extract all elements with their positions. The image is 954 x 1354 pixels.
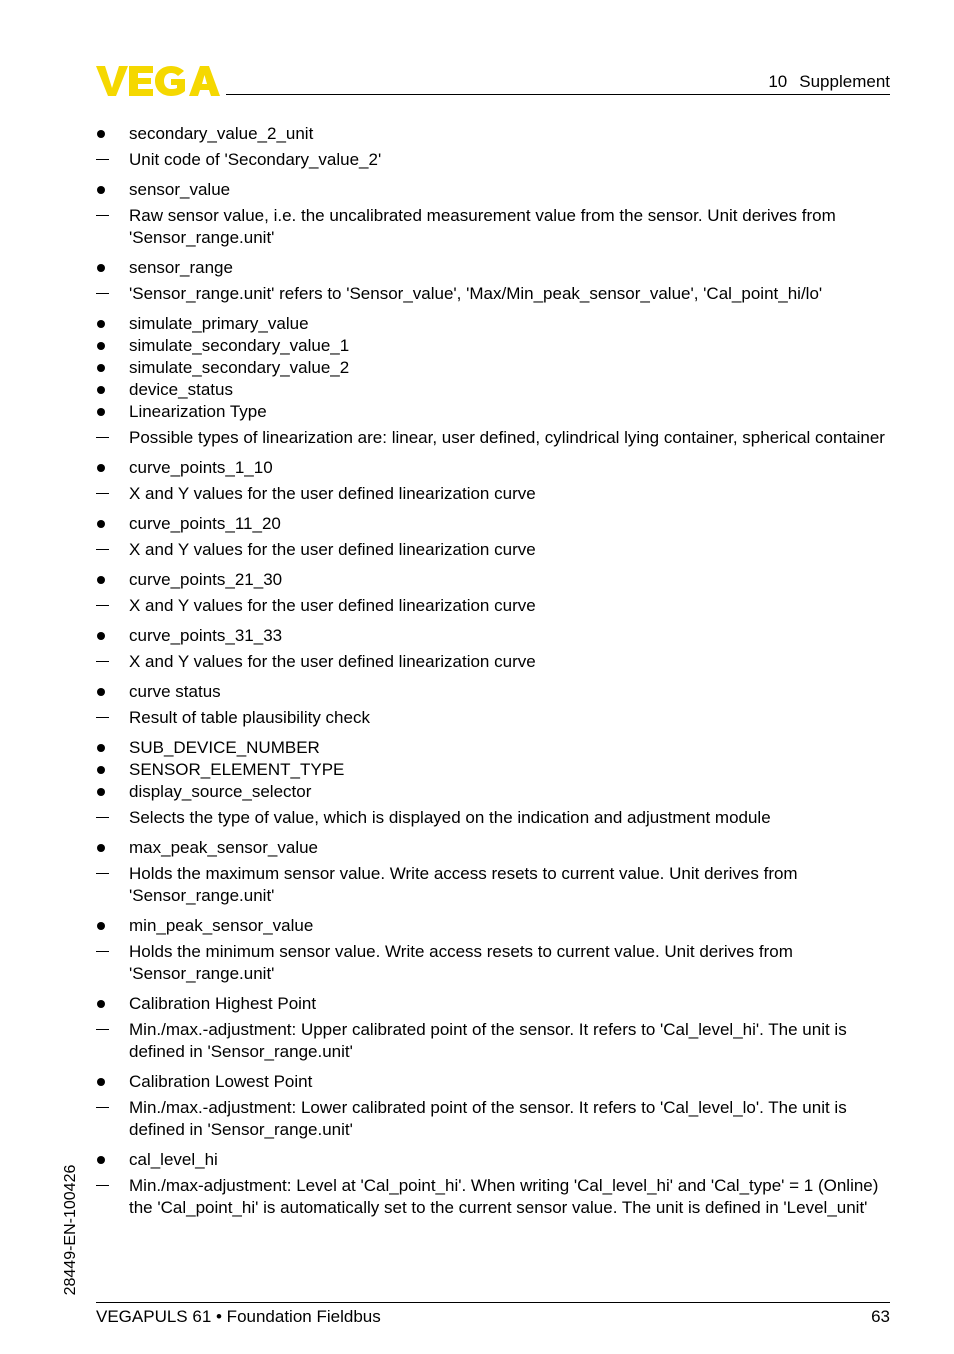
parameter-description <box>96 707 890 729</box>
bullet-icon <box>96 257 129 279</box>
list-item <box>96 681 890 703</box>
parameter-name: simulate_secondary_value_2 <box>129 358 350 377</box>
description-text: Result of table plausibility check <box>129 708 370 727</box>
parameter-name: secondary_value_2_unit <box>129 124 314 143</box>
parameter-description <box>96 1019 890 1063</box>
parameter-group <box>96 915 890 985</box>
parameter-group <box>96 513 890 561</box>
list-item <box>96 781 890 803</box>
list-item <box>96 179 890 201</box>
bullet-icon <box>96 357 129 379</box>
bullet-icon <box>96 179 129 201</box>
parameter-group <box>96 257 890 305</box>
description-text: Holds the maximum sensor value. Write access resets to current value. Unit derives from 'Sensor_range.unit' <box>129 864 798 905</box>
list-item <box>96 123 890 145</box>
parameter-group <box>96 179 890 249</box>
vega-logo <box>96 64 220 98</box>
parameter-name: simulate_secondary_value_1 <box>129 336 350 355</box>
bullet-icon <box>96 915 129 937</box>
parameter-name: curve_points_1_10 <box>129 458 273 477</box>
parameter-name: sensor_range <box>129 258 233 277</box>
parameter-name: cal_level_hi <box>129 1150 218 1169</box>
parameter-name: SENSOR_ELEMENT_TYPE <box>129 760 345 779</box>
bullet-icon <box>96 457 129 479</box>
list-item <box>96 993 890 1015</box>
bullet-icon <box>96 569 129 591</box>
bullet-icon <box>96 837 129 859</box>
parameter-description <box>96 863 890 907</box>
description-text: X and Y values for the user defined linearization curve <box>129 540 536 559</box>
bullet-icon <box>96 993 129 1015</box>
page-number: 63 <box>871 1307 890 1326</box>
parameter-group <box>96 993 890 1063</box>
bullet-icon <box>96 625 129 647</box>
list-item <box>96 569 890 591</box>
parameter-name: sensor_value <box>129 180 231 199</box>
parameter-description <box>96 651 890 673</box>
dash-icon <box>96 863 129 907</box>
list-item <box>96 513 890 535</box>
description-text: X and Y values for the user defined linearization curve <box>129 596 536 615</box>
dash-icon <box>96 941 129 985</box>
section-heading <box>768 72 890 92</box>
parameter-group <box>96 1149 890 1219</box>
bullet-icon <box>96 379 129 401</box>
list-item <box>96 915 890 937</box>
dash-icon <box>96 595 129 617</box>
bullet-icon <box>96 335 129 357</box>
parameter-name: max_peak_sensor_value <box>129 838 319 857</box>
dash-icon <box>96 707 129 729</box>
parameter-group <box>96 457 890 505</box>
parameter-name: curve_points_31_33 <box>129 626 283 645</box>
list-item <box>96 759 890 781</box>
dash-icon <box>96 807 129 829</box>
list-item <box>96 837 890 859</box>
parameter-description <box>96 483 890 505</box>
section-number: 10 <box>768 72 788 91</box>
list-item <box>96 1149 890 1171</box>
parameter-description <box>96 205 890 249</box>
parameter-name: curve status <box>129 682 221 701</box>
list-item <box>96 379 890 401</box>
bullet-icon <box>96 1071 129 1093</box>
description-text: Unit code of 'Secondary_value_2' <box>129 150 382 169</box>
parameter-description <box>96 807 890 829</box>
dash-icon <box>96 149 129 171</box>
section-title: Supplement <box>799 72 890 91</box>
dash-icon <box>96 483 129 505</box>
bullet-icon <box>96 123 129 145</box>
parameter-name: device_status <box>129 380 233 399</box>
dash-icon <box>96 651 129 673</box>
list-item <box>96 1071 890 1093</box>
dash-icon <box>96 205 129 249</box>
parameter-name: SUB_DEVICE_NUMBER <box>129 738 320 757</box>
description-text: 'Sensor_range.unit' refers to 'Sensor_value', 'Max/Min_peak_sensor_value', 'Cal_point_hi/lo' <box>129 284 823 303</box>
description-text: Holds the minimum sensor value. Write access resets to current value. Unit derives from 'Sensor_range.unit' <box>129 942 793 983</box>
dash-icon <box>96 539 129 561</box>
parameter-name: simulate_primary_value <box>129 314 309 333</box>
document-code: 28449-EN-100426 <box>62 1164 79 1296</box>
parameter-description <box>96 283 890 305</box>
description-text: X and Y values for the user defined linearization curve <box>129 652 536 671</box>
list-item <box>96 401 890 423</box>
description-text: X and Y values for the user defined linearization curve <box>129 484 536 503</box>
list-item <box>96 313 890 335</box>
parameter-group <box>96 625 890 673</box>
description-text: Selects the type of value, which is displayed on the indication and adjustment module <box>129 808 771 827</box>
header-rule <box>226 94 890 95</box>
parameter-name: Linearization Type <box>129 402 267 421</box>
parameter-group <box>96 313 890 449</box>
bullet-icon <box>96 401 129 423</box>
bullet-icon <box>96 737 129 759</box>
parameter-description <box>96 149 890 171</box>
parameter-description <box>96 427 890 449</box>
bullet-icon <box>96 681 129 703</box>
parameter-group <box>96 737 890 829</box>
parameter-group <box>96 569 890 617</box>
bullet-icon <box>96 1149 129 1171</box>
parameter-name: curve_points_21_30 <box>129 570 283 589</box>
parameter-group <box>96 1071 890 1141</box>
dash-icon <box>96 1019 129 1063</box>
dash-icon <box>96 1097 129 1141</box>
footer-title: VEGAPULS 61 • Foundation Fieldbus <box>96 1307 381 1326</box>
list-item <box>96 335 890 357</box>
parameter-description <box>96 539 890 561</box>
parameter-description <box>96 1097 890 1141</box>
description-text: Raw sensor value, i.e. the uncalibrated measurement value from the sensor. Unit derives from 'Sensor_range.unit' <box>129 206 836 247</box>
parameter-description <box>96 1175 890 1219</box>
parameter-name: curve_points_11_20 <box>129 514 281 533</box>
description-text: Possible types of linearization are: linear, user defined, cylindrical lying container, spherical container <box>129 428 885 447</box>
parameter-list <box>96 123 890 1227</box>
list-item <box>96 357 890 379</box>
footer-rule <box>96 1302 890 1303</box>
bullet-icon <box>96 759 129 781</box>
bullet-icon <box>96 313 129 335</box>
list-item <box>96 737 890 759</box>
dash-icon <box>96 283 129 305</box>
list-item <box>96 257 890 279</box>
description-text: Min./max-adjustment: Level at 'Cal_point_hi'. When writing 'Cal_level_hi' and 'Cal_type' = 1 (Online) the 'Cal_point_hi' is automatically set to the current sensor value. The unit is defined in 'Level_unit' <box>129 1176 879 1217</box>
dash-icon <box>96 427 129 449</box>
list-item <box>96 457 890 479</box>
parameter-description <box>96 595 890 617</box>
parameter-group <box>96 681 890 729</box>
dash-icon <box>96 1175 129 1219</box>
parameter-description <box>96 941 890 985</box>
parameter-name: Calibration Lowest Point <box>129 1072 313 1091</box>
parameter-name: display_source_selector <box>129 782 312 801</box>
description-text: Min./max.-adjustment: Upper calibrated point of the sensor. It refers to 'Cal_level_hi'. The unit is defined in 'Sensor_range.unit' <box>129 1020 847 1061</box>
bullet-icon <box>96 781 129 803</box>
description-text: Min./max.-adjustment: Lower calibrated point of the sensor. It refers to 'Cal_level_lo'. The unit is defined in 'Sensor_range.unit' <box>129 1098 847 1139</box>
parameter-name: Calibration Highest Point <box>129 994 317 1013</box>
bullet-icon <box>96 513 129 535</box>
parameter-group <box>96 123 890 171</box>
parameter-name: min_peak_sensor_value <box>129 916 314 935</box>
list-item <box>96 625 890 647</box>
parameter-group <box>96 837 890 907</box>
